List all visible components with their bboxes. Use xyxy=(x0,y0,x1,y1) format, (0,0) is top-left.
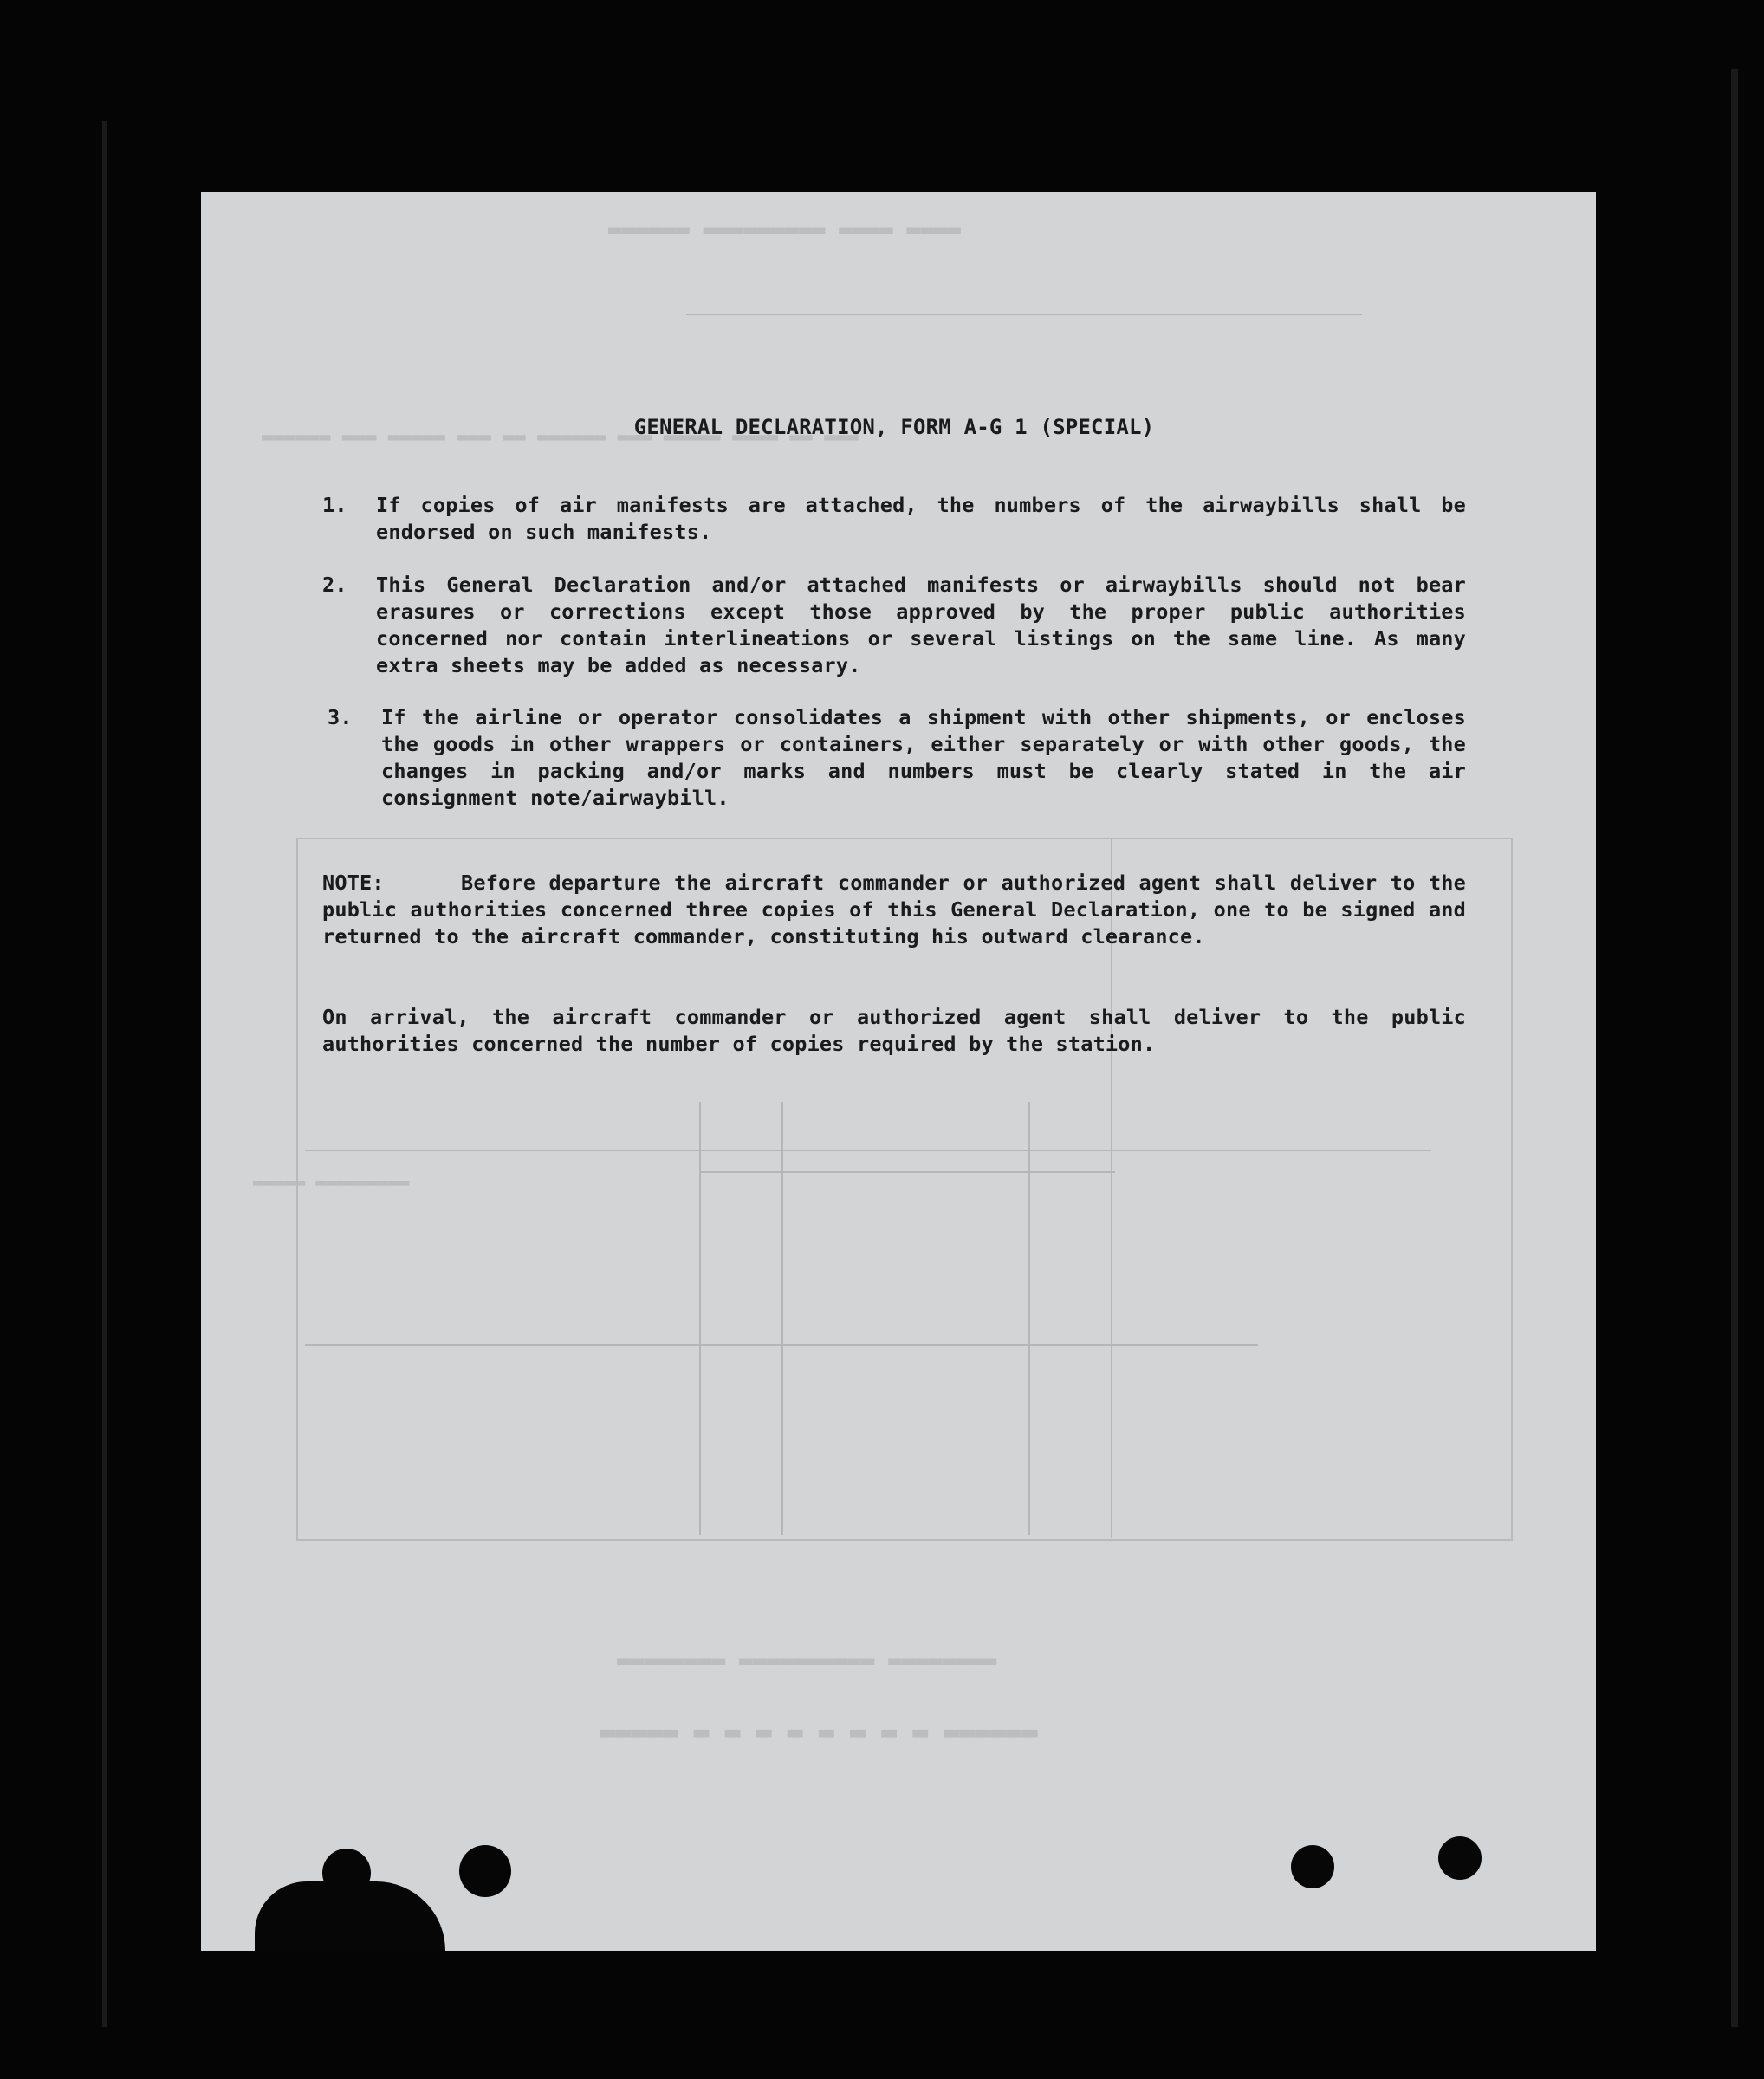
item-number: 1. xyxy=(322,493,347,517)
item-text: If copies of air manifests are attached, the numbers of the airwaybills shall be endorsed on such manifests. xyxy=(376,493,1466,544)
scan-edge-left xyxy=(102,121,107,2027)
bleed-through-rule xyxy=(1028,1102,1030,1535)
bleed-through-rule xyxy=(686,314,1362,315)
item-text: If the airline or operator consolidates a shipment with other shipments, or encloses the goods in other wrappers or containers, either separately or with other goods, the changes in packing and/or marks and numbers must be clearly stated in the air consignment note/airwaybill. xyxy=(381,705,1466,810)
document-page xyxy=(201,192,1596,1951)
torn-corner xyxy=(322,1849,371,1897)
arrival-paragraph: On arrival, the aircraft commander or authorized agent shall deliver to the public authorities concerned the number of copies required by the station. xyxy=(322,1005,1466,1056)
bleed-through-rule xyxy=(781,1102,783,1535)
item-text: This General Declaration and/or attached manifests or airwaybills should not bear erasures or corrections except those approved by the proper public authorities concerned nor contain interlineations or several listings on the same line. As many extra sheets may be added as necessary. xyxy=(376,573,1466,677)
bleed-through-text: ▬▬▬▬▬▬ ▬ ▬ ▬ ▬ ▬ ▬ ▬ ▬ ▬▬▬▬▬ xyxy=(600,1717,1038,1747)
note-paragraph xyxy=(322,870,1466,950)
scan-edge-right xyxy=(1731,69,1738,2027)
bleed-through-rule xyxy=(699,1171,1115,1173)
bleed-through-text: ▬▬▬▬▬▬▬▬ ▬▬▬▬▬▬▬▬▬▬ ▬▬▬▬▬▬▬▬ xyxy=(617,1648,997,1674)
punch-hole xyxy=(1291,1845,1334,1888)
bleed-through-text: ▬▬▬ ▬▬ ▬▬▬▬ ▬▬▬▬▬ ▬▬▬ ▬▬▬▬▬▬ ▬▬ ▬▬▬ ▬▬▬▬▬ ▬▬▬ ▬▬▬▬▬▬ xyxy=(262,426,859,448)
bleed-through-text: ▬▬▬▬▬▬▬▬▬ ▬▬▬▬▬ xyxy=(253,1171,410,1192)
item-number: 2. xyxy=(322,573,347,597)
torn-corner xyxy=(459,1845,511,1897)
note-text: Before departure the aircraft commander or authorized agent shall deliver to the public authorities concerned three copies of this General Declaration, one to be signed and returned to the aircraft commander, constituting his outward clearance. xyxy=(322,871,1466,949)
item-number: 3. xyxy=(328,705,353,729)
bleed-through-rule xyxy=(699,1102,701,1535)
note-label: NOTE: xyxy=(322,871,385,895)
punch-hole xyxy=(1438,1836,1482,1880)
bleed-through-text: ▬▬▬▬ ▬▬▬▬ ▬▬▬▬▬▬▬▬▬ ▬▬▬▬▬▬ xyxy=(608,217,961,243)
page-title: GENERAL DECLARATION, FORM A-G 1 (SPECIAL) xyxy=(633,415,1155,439)
